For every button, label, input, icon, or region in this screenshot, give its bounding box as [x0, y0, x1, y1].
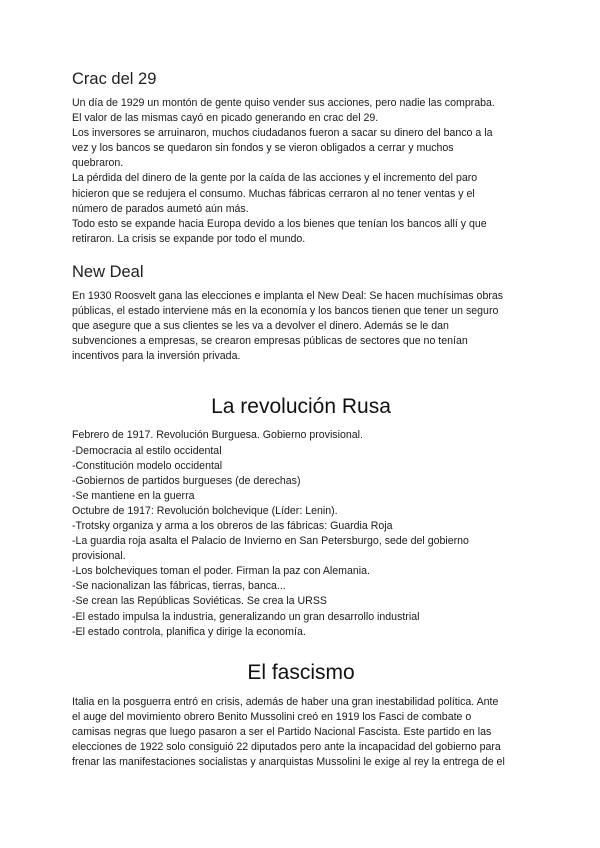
- list-item: -El estado controla, planifica y dirige la economía.: [72, 625, 306, 638]
- text-line: quebraron.: [72, 157, 124, 170]
- section-crac-del-29: [72, 68, 530, 247]
- list-item: -El estado impulsa la industria, generalizando un gran desarrollo industrial: [72, 610, 420, 623]
- text-line: camisas negras que luego pasaron a ser el Partido Nacional Fascista. Este partido en las: [72, 725, 492, 738]
- heading-revolucion-rusa: La revolución Rusa: [211, 395, 391, 419]
- list-item: -Gobiernos de partidos burgueses (de derechas): [72, 474, 301, 487]
- text-line: incentivos para la inversión privada.: [72, 350, 241, 363]
- list-revolucion-rusa: [72, 428, 530, 639]
- text-line: El valor de las mismas cayó en picado generando en crac del 29.: [72, 112, 379, 125]
- heading-new-deal: New Deal: [72, 262, 144, 281]
- text-line: el auge del movimiento obrero Benito Mussolini creó en 1919 los Fasci de combate o: [72, 710, 472, 723]
- section-new-deal: [72, 261, 530, 364]
- list-item: -Trotsky organiza y arma a los obreros de las fábricas: Guardia Roja: [72, 519, 393, 532]
- section-revolucion-rusa: [72, 394, 530, 639]
- list-item: -Se mantiene en la guerra: [72, 489, 195, 502]
- section-spacer: [72, 247, 530, 261]
- list-item: -Se nacionalizan las fábricas, tierras, banca...: [72, 580, 286, 593]
- text-line: En 1930 Roosvelt gana las elecciones e implanta el New Deal: Se hacen muchísimas obras: [72, 289, 504, 302]
- heading-crac-del-29: Crac del 29: [72, 70, 157, 88]
- text-line: públicas, el estado interviene más en la economía y los bancos tienen que tener un seguro: [72, 305, 499, 318]
- paragraph-crac-del-29: [72, 96, 530, 247]
- list-item: Octubre de 1917: Revolución bolchevique (Líder: Lenin).: [72, 504, 338, 517]
- list-item: Febrero de 1917. Revolución Burguesa. Gobierno provisional.: [72, 429, 363, 442]
- text-line: hicieron que se redujera el consumo. Muchas fábricas cerraron al no tener ventas y el: [72, 187, 475, 200]
- list-item: -Constitución modelo occidental: [72, 459, 223, 472]
- paragraph-new-deal: [72, 289, 530, 364]
- text-line: Los inversores se arruinaron, muchos ciudadanos fueron a sacar su dinero del banco a la: [72, 127, 493, 140]
- text-line: Italia en la posguerra entró en crisis, además de haber una gran inestabilidad política. Ante: [72, 695, 499, 708]
- text-line: retiraron. La crisis se expande por todo el mundo.: [72, 232, 306, 245]
- heading-el-fascismo: El fascismo: [247, 660, 355, 684]
- text-line: subvenciones a empresas, se crearon empresas públicas de sectores que no tenían: [72, 335, 468, 348]
- list-item: provisional.: [72, 550, 126, 563]
- text-line: elecciones de 1922 solo consiguió 22 diputados pero ante la incapacidad del gobierno para: [72, 741, 501, 753]
- list-item: -Los bolcheviques toman el poder. Firman la paz con Alemania.: [72, 565, 370, 578]
- section-el-fascismo: [72, 660, 530, 770]
- text-line: que asegure que a sus clientes se les va a devolver el dinero. Además se le dan: [72, 320, 449, 333]
- document-content: [72, 68, 530, 770]
- text-line: número de parados aumetó aún más.: [72, 202, 249, 215]
- list-item: -Se crean las Repúblicas Soviéticas. Se crea la URSS: [72, 595, 327, 608]
- text-line: frenar las manifestaciones socialistas y anarquistas Mussolini le exige al rey la entrega de el: [72, 756, 505, 769]
- text-line: La pérdida del dinero de la gente por la caída de las acciones y el incremento del paro: [72, 172, 478, 185]
- paragraph-el-fascismo: [72, 695, 530, 770]
- list-item: -Democracia al estilo occidental: [72, 444, 222, 457]
- list-item: -La guardia roja asalta el Palacio de Invierno en San Petersburgo, sede del gobierno: [72, 535, 469, 548]
- text-line: vez y los bancos se quedaron sin fondos y se vieron obligados a cerrar y muchos: [72, 142, 454, 155]
- text-line: Todo esto se expande hacia Europa devido a los bienes que tenían los bancos allí y que: [72, 217, 487, 230]
- text-line: Un día de 1929 un montón de gente quiso vender sus acciones, pero nadie las compraba.: [72, 97, 495, 109]
